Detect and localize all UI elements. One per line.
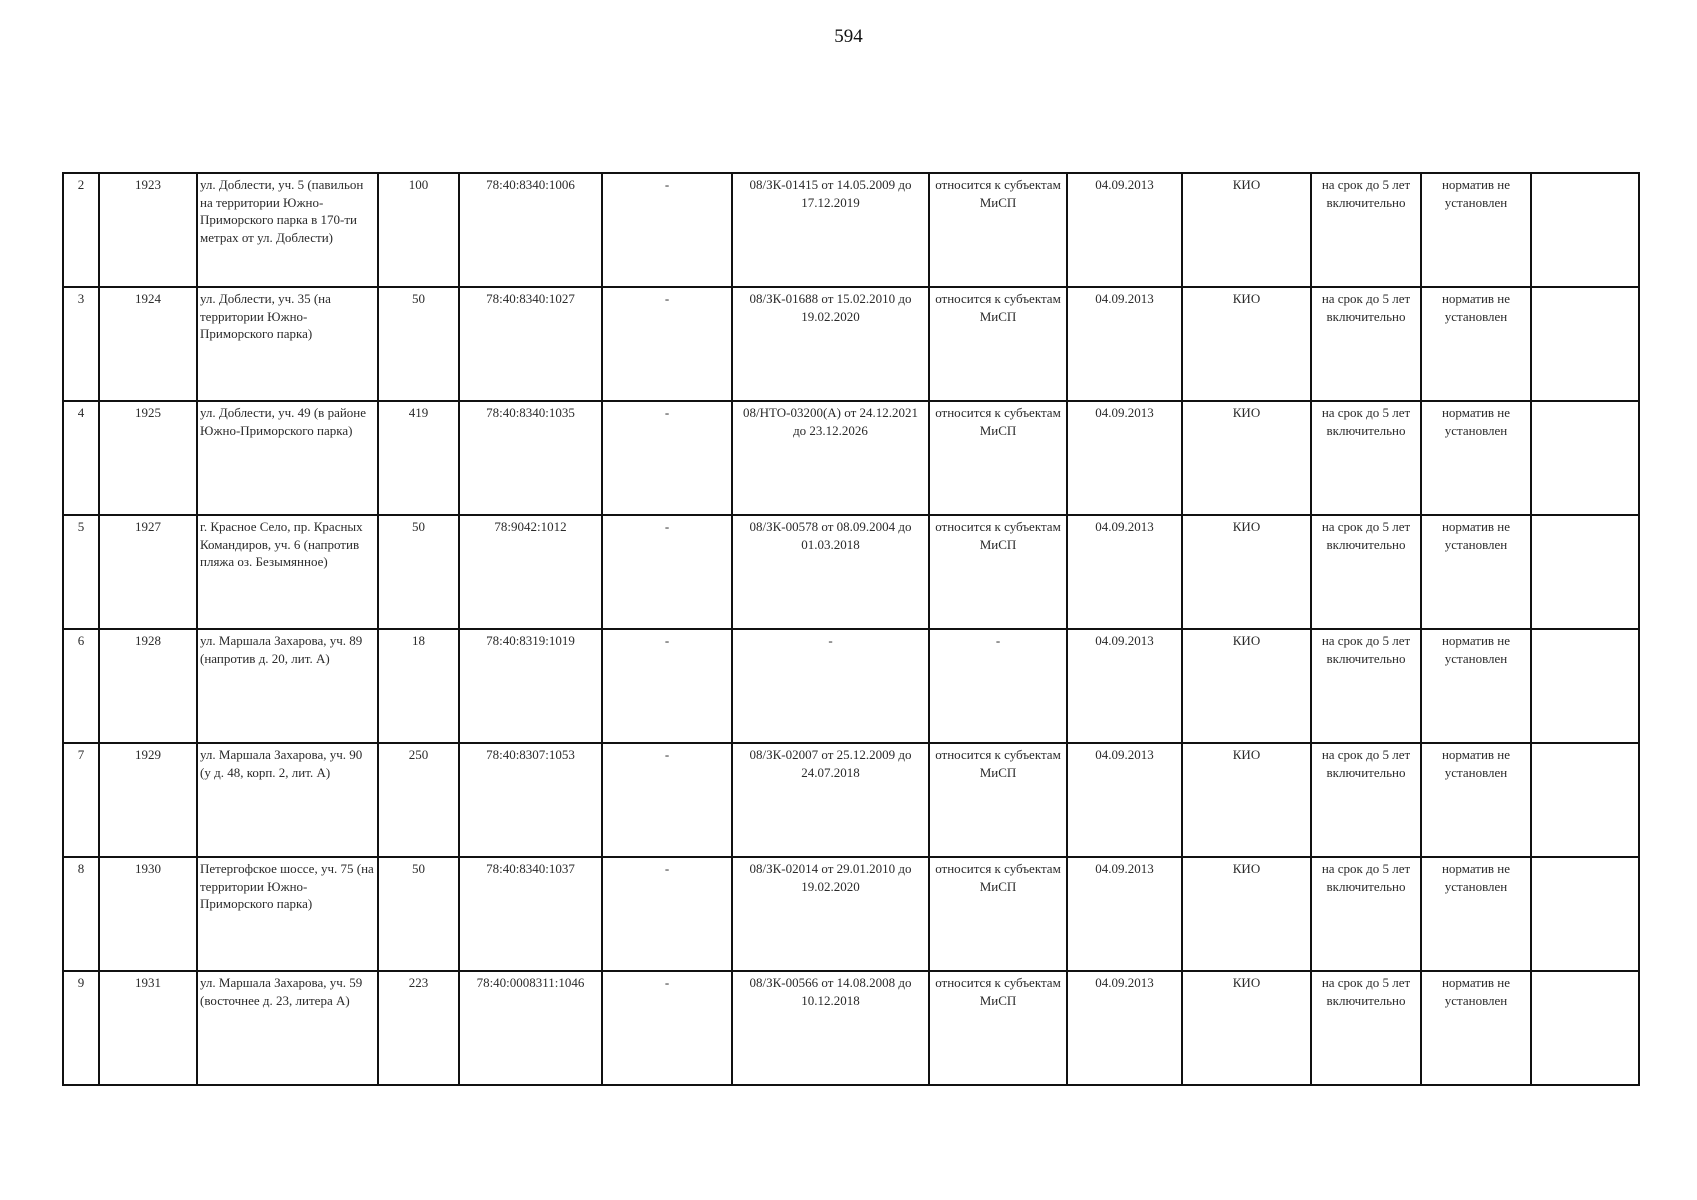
address-cell: ул. Доблести, уч. 5 (павильон на территории Южно-Приморского парка в 170-ти метрах от ул. Доблести) xyxy=(197,173,378,287)
address-cell: ул. Доблести, уч. 49 (в районе Южно-Приморского парка) xyxy=(197,401,378,515)
norm-cell: норматив не установлен xyxy=(1421,401,1531,515)
cadastral-number-cell: 78:40:8340:1035 xyxy=(459,401,602,515)
date-cell: 04.09.2013 xyxy=(1067,515,1182,629)
table-row xyxy=(63,629,1639,743)
row-number-cell: 6 xyxy=(63,629,99,743)
address-cell: ул. Маршала Захарова, уч. 89 (напротив д. 20, лит. А) xyxy=(197,629,378,743)
term-cell: на срок до 5 лет включительно xyxy=(1311,173,1421,287)
address-cell: г. Красное Село, пр. Красных Командиров, уч. 6 (напротив пляжа оз. Безымянное) xyxy=(197,515,378,629)
contract-cell: 08/ЗК-01688 от 15.02.2010 до 19.02.2020 xyxy=(732,287,929,401)
organization-cell: КИО xyxy=(1182,971,1311,1085)
area-cell: 250 xyxy=(378,743,459,857)
row-number-cell: 4 xyxy=(63,401,99,515)
address-cell: ул. Доблести, уч. 35 (на территории Южно-Приморского парка) xyxy=(197,287,378,401)
address-cell: ул. Маршала Захарова, уч. 90 (у д. 48, корп. 2, лит. А) xyxy=(197,743,378,857)
registry-table xyxy=(62,172,1640,1086)
area-cell: 18 xyxy=(378,629,459,743)
dash-cell: - xyxy=(602,515,732,629)
record-id-cell: 1931 xyxy=(99,971,197,1085)
area-cell: 50 xyxy=(378,857,459,971)
date-cell: 04.09.2013 xyxy=(1067,857,1182,971)
cadastral-number-cell: 78:40:8340:1027 xyxy=(459,287,602,401)
record-id-cell: 1923 xyxy=(99,173,197,287)
table-row xyxy=(63,287,1639,401)
empty-cell xyxy=(1531,857,1639,971)
term-cell: на срок до 5 лет включительно xyxy=(1311,401,1421,515)
table-row xyxy=(63,743,1639,857)
empty-cell xyxy=(1531,971,1639,1085)
term-cell: на срок до 5 лет включительно xyxy=(1311,971,1421,1085)
category-cell: относится к субъектам МиСП xyxy=(929,287,1067,401)
record-id-cell: 1925 xyxy=(99,401,197,515)
norm-cell: норматив не установлен xyxy=(1421,743,1531,857)
organization-cell: КИО xyxy=(1182,287,1311,401)
contract-cell: 08/ЗК-00566 от 14.08.2008 до 10.12.2018 xyxy=(732,971,929,1085)
norm-cell: норматив не установлен xyxy=(1421,857,1531,971)
norm-cell: норматив не установлен xyxy=(1421,173,1531,287)
area-cell: 50 xyxy=(378,287,459,401)
record-id-cell: 1927 xyxy=(99,515,197,629)
organization-cell: КИО xyxy=(1182,743,1311,857)
date-cell: 04.09.2013 xyxy=(1067,971,1182,1085)
table-body xyxy=(63,173,1639,1085)
area-cell: 100 xyxy=(378,173,459,287)
dash-cell: - xyxy=(602,173,732,287)
organization-cell: КИО xyxy=(1182,173,1311,287)
date-cell: 04.09.2013 xyxy=(1067,287,1182,401)
empty-cell xyxy=(1531,287,1639,401)
dash-cell: - xyxy=(602,743,732,857)
category-cell: относится к субъектам МиСП xyxy=(929,857,1067,971)
row-number-cell: 3 xyxy=(63,287,99,401)
cadastral-number-cell: 78:40:8340:1037 xyxy=(459,857,602,971)
table-row xyxy=(63,401,1639,515)
row-number-cell: 9 xyxy=(63,971,99,1085)
empty-cell xyxy=(1531,173,1639,287)
record-id-cell: 1928 xyxy=(99,629,197,743)
empty-cell xyxy=(1531,401,1639,515)
area-cell: 223 xyxy=(378,971,459,1085)
organization-cell: КИО xyxy=(1182,401,1311,515)
cadastral-number-cell: 78:40:8319:1019 xyxy=(459,629,602,743)
contract-cell: 08/ЗК-02014 от 29.01.2010 до 19.02.2020 xyxy=(732,857,929,971)
term-cell: на срок до 5 лет включительно xyxy=(1311,629,1421,743)
organization-cell: КИО xyxy=(1182,629,1311,743)
contract-cell: 08/ЗК-00578 от 08.09.2004 до 01.03.2018 xyxy=(732,515,929,629)
cadastral-number-cell: 78:40:8340:1006 xyxy=(459,173,602,287)
date-cell: 04.09.2013 xyxy=(1067,173,1182,287)
contract-cell: 08/ЗК-01415 от 14.05.2009 до 17.12.2019 xyxy=(732,173,929,287)
area-cell: 50 xyxy=(378,515,459,629)
category-cell: относится к субъектам МиСП xyxy=(929,971,1067,1085)
cadastral-number-cell: 78:40:8307:1053 xyxy=(459,743,602,857)
category-cell: относится к субъектам МиСП xyxy=(929,173,1067,287)
empty-cell xyxy=(1531,629,1639,743)
organization-cell: КИО xyxy=(1182,515,1311,629)
record-id-cell: 1929 xyxy=(99,743,197,857)
term-cell: на срок до 5 лет включительно xyxy=(1311,857,1421,971)
term-cell: на срок до 5 лет включительно xyxy=(1311,743,1421,857)
cadastral-number-cell: 78:9042:1012 xyxy=(459,515,602,629)
dash-cell: - xyxy=(602,857,732,971)
page-number: 594 xyxy=(834,26,863,47)
category-cell: относится к субъектам МиСП xyxy=(929,515,1067,629)
contract-cell: 08/НТО-03200(А) от 24.12.2021 до 23.12.2026 xyxy=(732,401,929,515)
date-cell: 04.09.2013 xyxy=(1067,743,1182,857)
category-cell: относится к субъектам МиСП xyxy=(929,401,1067,515)
date-cell: 04.09.2013 xyxy=(1067,401,1182,515)
table-row xyxy=(63,971,1639,1085)
empty-cell xyxy=(1531,515,1639,629)
row-number-cell: 8 xyxy=(63,857,99,971)
empty-cell xyxy=(1531,743,1639,857)
table-row xyxy=(63,515,1639,629)
record-id-cell: 1930 xyxy=(99,857,197,971)
category-cell: относится к субъектам МиСП xyxy=(929,743,1067,857)
category-cell: - xyxy=(929,629,1067,743)
row-number-cell: 7 xyxy=(63,743,99,857)
organization-cell: КИО xyxy=(1182,857,1311,971)
address-cell: ул. Маршала Захарова, уч. 59 (восточнее д. 23, литера А) xyxy=(197,971,378,1085)
area-cell: 419 xyxy=(378,401,459,515)
contract-cell: 08/ЗК-02007 от 25.12.2009 до 24.07.2018 xyxy=(732,743,929,857)
norm-cell: норматив не установлен xyxy=(1421,971,1531,1085)
dash-cell: - xyxy=(602,629,732,743)
cadastral-number-cell: 78:40:0008311:1046 xyxy=(459,971,602,1085)
contract-cell: - xyxy=(732,629,929,743)
row-number-cell: 2 xyxy=(63,173,99,287)
record-id-cell: 1924 xyxy=(99,287,197,401)
row-number-cell: 5 xyxy=(63,515,99,629)
dash-cell: - xyxy=(602,287,732,401)
address-cell: Петергофское шоссе, уч. 75 (на территории Южно-Приморского парка) xyxy=(197,857,378,971)
date-cell: 04.09.2013 xyxy=(1067,629,1182,743)
table-row xyxy=(63,857,1639,971)
norm-cell: норматив не установлен xyxy=(1421,515,1531,629)
dash-cell: - xyxy=(602,971,732,1085)
table-row xyxy=(63,173,1639,287)
norm-cell: норматив не установлен xyxy=(1421,287,1531,401)
norm-cell: норматив не установлен xyxy=(1421,629,1531,743)
term-cell: на срок до 5 лет включительно xyxy=(1311,287,1421,401)
term-cell: на срок до 5 лет включительно xyxy=(1311,515,1421,629)
dash-cell: - xyxy=(602,401,732,515)
